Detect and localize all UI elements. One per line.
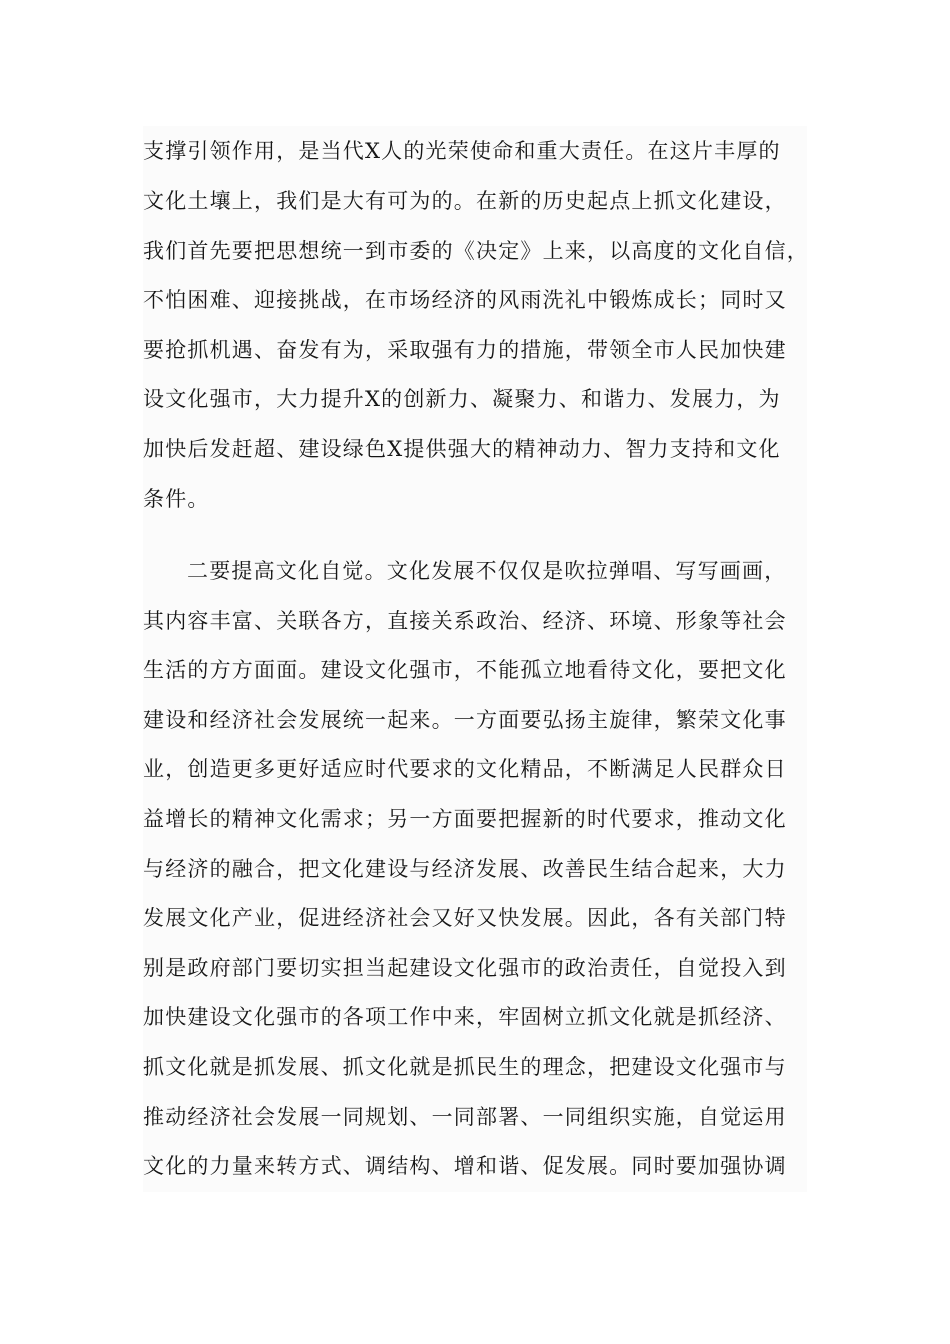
paragraph-1-line-3: 我们首先要把思想统一到市委的《决定》上来，以高度的文化自信， [143,239,809,263]
paragraph-1-line-2: 文化土壤上，我们是大有可为的。在新的历史起点上抓文化建设， [143,189,787,213]
paragraph-1-line-6: 设文化强市，大力提升X的创新力、凝聚力、和谐力、发展力，为 [143,387,781,411]
paragraph-2-line-7: 与经济的融合，把文化建设与经济发展、改善民生结合起来，大力 [143,857,787,881]
paragraph-2-line-11: 抓文化就是抓发展、抓文化就是抓民生的理念，把建设文化强市与 [143,1055,787,1079]
paragraph-1-line-7: 加快后发赶超、建设绿色X提供强大的精神动力、智力支持和文化 [143,437,781,461]
paragraph-2-line-4: 建设和经济社会发展统一起来。一方面要弘扬主旋律，繁荣文化事 [143,708,787,732]
paragraph-2-line-9: 别是政府部门要切实担当起建设文化强市的政治责任，自觉投入到 [143,956,787,980]
paragraph-1-line-1: 支撑引领作用，是当代X人的光荣使命和重大责任。在这片丰厚的 [143,139,781,163]
paragraph-2-line-6: 益增长的精神文化需求；另一方面要把握新的时代要求，推动文化 [143,807,787,831]
paragraph-2-line-3: 生活的方方面面。建设文化强市，不能孤立地看待文化，要把文化 [143,658,787,682]
document-body [143,126,807,1192]
paragraph-1-line-5: 要抢抓机遇、奋发有为，采取强有力的措施，带领全市人民加快建 [143,338,787,362]
paragraph-1-line-8: 条件。 [143,487,210,511]
paragraph-2-line-8: 发展文化产业，促进经济社会又好又快发展。因此，各有关部门特 [143,906,787,930]
paragraph-2-line-5: 业，创造更多更好适应时代要求的文化精品，不断满足人民群众日 [143,757,787,781]
paragraph-2-line-12: 推动经济社会发展一同规划、一同部署、一同组织实施，自觉运用 [143,1105,787,1129]
paragraph-2-line-10: 加快建设文化强市的各项工作中来，牢固树立抓文化就是抓经济、 [143,1005,787,1029]
paragraph-1-line-4: 不怕困难、迎接挑战，在市场经济的风雨洗礼中锻炼成长；同时又 [143,288,787,312]
paragraph-2-line-1: 二要提高文化自觉。文化发展不仅仅是吹拉弹唱、写写画画， [187,559,787,583]
paragraph-2-line-2: 其内容丰富、关联各方，直接关系政治、经济、环境、形象等社会 [143,609,787,633]
paragraph-2-line-13: 文化的力量来转方式、调结构、增和谐、促发展。同时要加强协调 [143,1154,787,1178]
